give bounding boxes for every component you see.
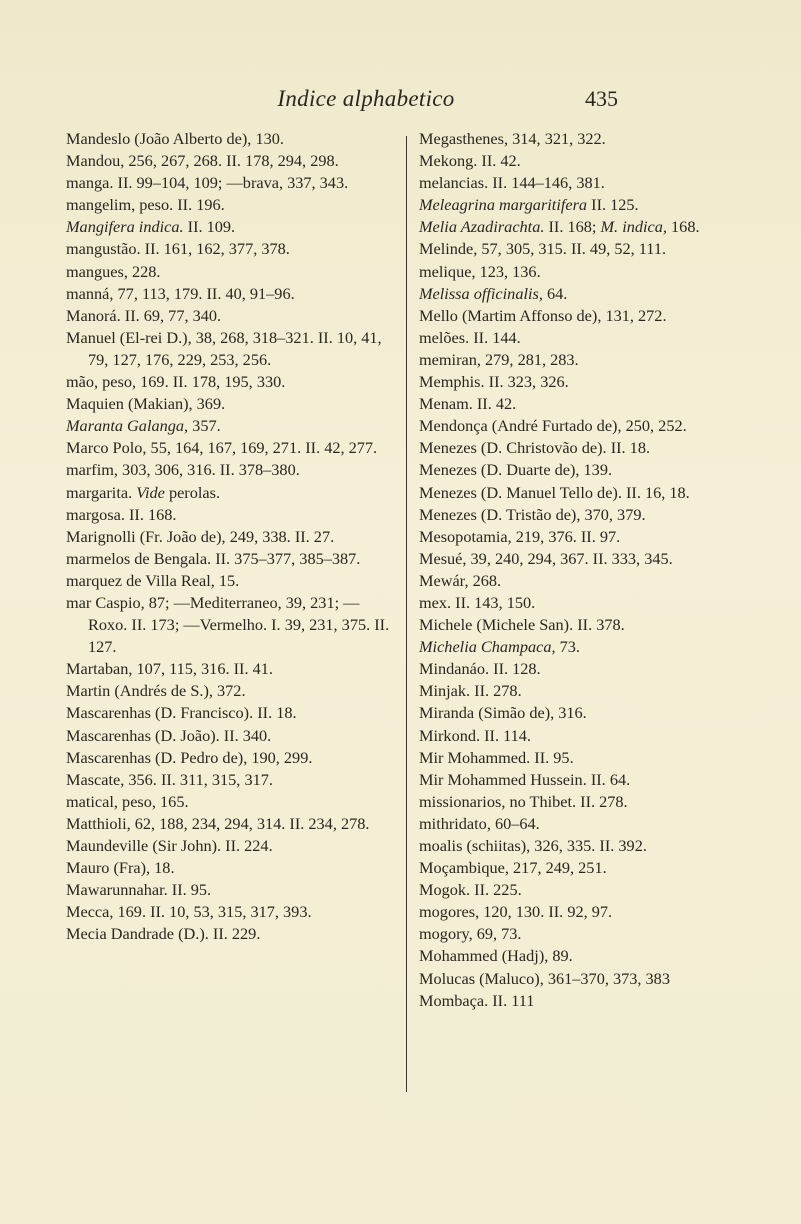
entry-text: Mauro (Fra), 18. [66,858,175,878]
entry-text: Mello (Martim Affonso de), 131, 272. [419,305,667,325]
entry-text: Mawarunnahar. II. 95. [66,880,212,900]
entry-text: Mandeslo (João Alberto de), 130. [66,129,284,148]
entry-text: memiran, 279, 281, 283. [419,349,579,369]
entry-text: Mascarenhas (D. Pedro de), 190, 299. [66,747,313,767]
entry-text: Mir Mohammed Hussein. II. 64. [419,769,631,789]
entry-text: Michele (Michele San). II. 378. [419,615,625,635]
entry-text: Marignolli (Fr. João de), 249, 338. II. 27. [66,526,335,546]
entry-text: melões. II. 144. [419,327,521,347]
entry-text: marquez de Villa Real, 15. [66,570,240,590]
index-entry [419,327,754,349]
entry-text: Mesué, 39, 240, 294, 367. II. 333, 345. [419,548,673,568]
index-entry [419,305,754,327]
entry-text: Menezes (D. Duarte de), 139. [419,460,613,480]
index-entry [66,725,393,747]
index-entry [66,526,393,548]
index-entry [419,548,754,570]
index-entry [66,194,393,216]
entry-text: Matthioli, 62, 188, 234, 294, 314. II. 234, 278. [66,813,370,833]
entry-text: margarita. [66,482,137,502]
entry-text: 357. [188,416,221,436]
entry-text: Minjak. II. 278. [419,681,522,701]
entry-text: Mascarenhas (D. João). II. 340. [66,725,272,745]
index-entry [419,813,754,835]
entry-text: Mecca, 169. II. 10, 53, 315, 317, 393. [66,902,312,922]
index-entry [66,592,393,658]
entry-text: melique, 123, 136. [419,261,541,281]
entry-text: Maquien (Makian), 369. [66,394,226,414]
entry-text: marfim, 303, 306, 316. II. 378–380. [66,460,300,480]
entry-italic-term: Melissa officinalis, [419,283,543,303]
index-entry [66,283,393,305]
entry-text: Mandou, 256, 267, 268. II. 178, 294, 298. [66,151,339,171]
entry-text: manga. II. 99–104, 109; —brava, 337, 343. [66,173,349,193]
entry-italic-term: Michelia Champaca, [419,637,556,657]
index-entry [66,261,393,283]
entry-text: Mindanáo. II. 128. [419,659,541,679]
entry-text: Memphis. II. 323, 326. [419,372,569,392]
index-entry [419,393,754,415]
index-entry [419,283,754,305]
entry-text: mogory, 69, 73. [419,924,522,944]
entry-text: Mascarenhas (D. Francisco). II. 18. [66,703,297,723]
entry-text: II. 125. [587,195,639,215]
entry-text: 168. [666,217,700,237]
entry-text: marmelos de Bengala. II. 375–377, 385–387. [66,548,361,568]
entry-text: mithridato, 60–64. [419,813,540,833]
index-entry [419,592,754,614]
entry-text: II. 168; [544,217,601,237]
index-entry [419,747,754,769]
index-entry [66,393,393,415]
entry-text: manná, 77, 113, 179. II. 40, 91–96. [66,283,295,303]
index-entry [66,570,393,592]
index-entry [66,769,393,791]
index-entry [419,526,754,548]
index-entry [419,570,754,592]
entry-text: 73. [555,637,580,657]
index-entry [66,172,393,194]
entry-text: mangues, 228. [66,261,161,281]
index-entry [419,150,754,172]
entry-text: Miranda (Simão de), 316. [419,703,587,723]
index-entry [419,194,754,216]
entry-text: Molucas (Maluco), 361–370, 373, 383 [419,968,670,988]
index-entry [66,128,393,150]
entry-text: II. 109. [183,217,236,237]
entry-text: Menezes (D. Tristão de), 370, 379. [419,504,646,524]
index-entry [66,437,393,459]
index-entry [419,261,754,283]
entry-text: Menam. II. 42. [419,394,517,414]
index-entry [419,482,754,504]
entry-text: Moçambique, 217, 249, 251. [419,858,607,878]
page-number: 435 [585,86,618,111]
index-entry [419,128,754,150]
entry-italic-term: Vide [136,482,165,502]
entry-text: Menezes (D. Manuel Tello de). II. 16, 18. [419,482,690,502]
entry-text: mangustão. II. 161, 162, 377, 378. [66,239,290,259]
index-entry [419,791,754,813]
column-divider [406,136,407,1092]
entry-text: matical, peso, 165. [66,791,189,811]
entry-text: Mir Mohammed. II. 95. [419,747,574,767]
index-entry [419,437,754,459]
page-header [0,86,801,116]
entry-text: Maundeville (Sir John). II. 224. [66,836,273,855]
index-entry [66,238,393,260]
index-entry [419,857,754,879]
entry-text: missionarios, no Thibet. II. 278. [419,791,628,811]
index-entry [66,702,393,724]
index-column-left [66,128,393,945]
index-entry [66,680,393,702]
entry-italic-term: Mangifera indica. [66,217,184,237]
index-entry [419,216,754,238]
index-entry [419,990,754,1012]
entry-italic-term: Melia Azadirachta. [419,217,545,237]
index-entry [66,150,393,172]
index-entry [419,504,754,526]
index-entry [66,548,393,570]
index-entry [66,747,393,769]
entry-text: Mecia Dandrade (D.). II. 229. [66,924,261,944]
index-entry [419,238,754,260]
entry-italic-term: Maranta Galanga, [66,416,189,436]
index-entry [419,835,754,857]
index-entry [66,371,393,393]
index-entry [419,769,754,791]
index-entry [419,945,754,967]
index-entry [419,415,754,437]
entry-text: mão, peso, 169. II. 178, 195, 330. [66,372,286,392]
entry-text: Mirkond. II. 114. [419,725,531,745]
index-entry [66,459,393,481]
index-entry [419,459,754,481]
entry-text: margosa. II. 168. [66,504,177,524]
index-entry [419,923,754,945]
index-entry [419,680,754,702]
index-entry [66,482,393,504]
entry-text: mex. II. 143, 150. [419,592,536,612]
entry-text: melancias. II. 144–146, 381. [419,173,605,193]
entry-text: Mekong. II. 42. [419,151,521,171]
index-entry [419,614,754,636]
entry-text: Mewár, 268. [419,570,502,590]
index-entry [66,658,393,680]
entry-text: Mendonça (André Furtado de), 250, 252. [419,416,687,436]
entry-text: Martin (Andrés de S.), 372. [66,681,246,701]
entry-italic-term: Meleagrina margaritifera [419,195,588,215]
entry-text: Mesopotamia, 219, 376. II. 97. [419,526,621,546]
index-entry [66,327,393,371]
entry-text: perolas. [164,482,221,502]
index-entry [419,658,754,680]
index-entry [419,371,754,393]
entry-text: 64. [542,283,568,303]
index-entry [419,702,754,724]
index-entry [419,172,754,194]
entry-text: moalis (schiitas), 326, 335. II. 392. [419,836,647,855]
entry-text: Manorá. II. 69, 77, 340. [66,305,222,325]
index-entry [66,504,393,526]
entry-text: mangelim, peso. II. 196. [66,195,225,215]
index-entry [419,901,754,923]
index-entry [66,923,393,945]
index-entry [66,813,393,835]
entry-text: Martaban, 107, 115, 316. II. 41. [66,659,273,679]
index-entry [66,901,393,923]
index-entry [66,305,393,327]
entry-text: Mombaça. II. 111 [419,990,535,1010]
entry-text: Megasthenes, 314, 321, 322. [419,129,606,148]
entry-italic-term: M. indica, [600,217,667,237]
entry-text: Mascate, 356. II. 311, 315, 317. [66,769,273,789]
index-entry [419,636,754,658]
index-entry [419,968,754,990]
entry-text: mar Caspio, 87; —Mediterraneo, 39, 231; —Roxo. II. 173; —Vermelho. I. 39, 231, 375. II. 127. [66,592,390,657]
index-entry [66,879,393,901]
index-entry [419,349,754,371]
index-entry [419,879,754,901]
entry-text: Mohammed (Hadj), 89. [419,946,573,966]
entry-text: Melinde, 57, 305, 315. II. 49, 52, 111. [419,239,667,259]
index-entry [66,415,393,437]
entry-text: Menezes (D. Christovão de). II. 18. [419,438,651,458]
index-entry [66,216,393,238]
index-entry [419,725,754,747]
index-entry [66,791,393,813]
index-entry [66,857,393,879]
entry-text: Mogok. II. 225. [419,880,522,900]
index-entry [66,835,393,857]
index-column-right [419,128,754,1012]
entry-text: Marco Polo, 55, 164, 167, 169, 271. II. 42, 277. [66,438,378,458]
entry-text: Manuel (El-rei D.), 38, 268, 318–321. II. 10, 41, 79, 127, 176, 229, 253, 256. [66,327,382,369]
entry-text: mogores, 120, 130. II. 92, 97. [419,902,613,922]
running-title: Indice alphabetico [277,86,455,111]
